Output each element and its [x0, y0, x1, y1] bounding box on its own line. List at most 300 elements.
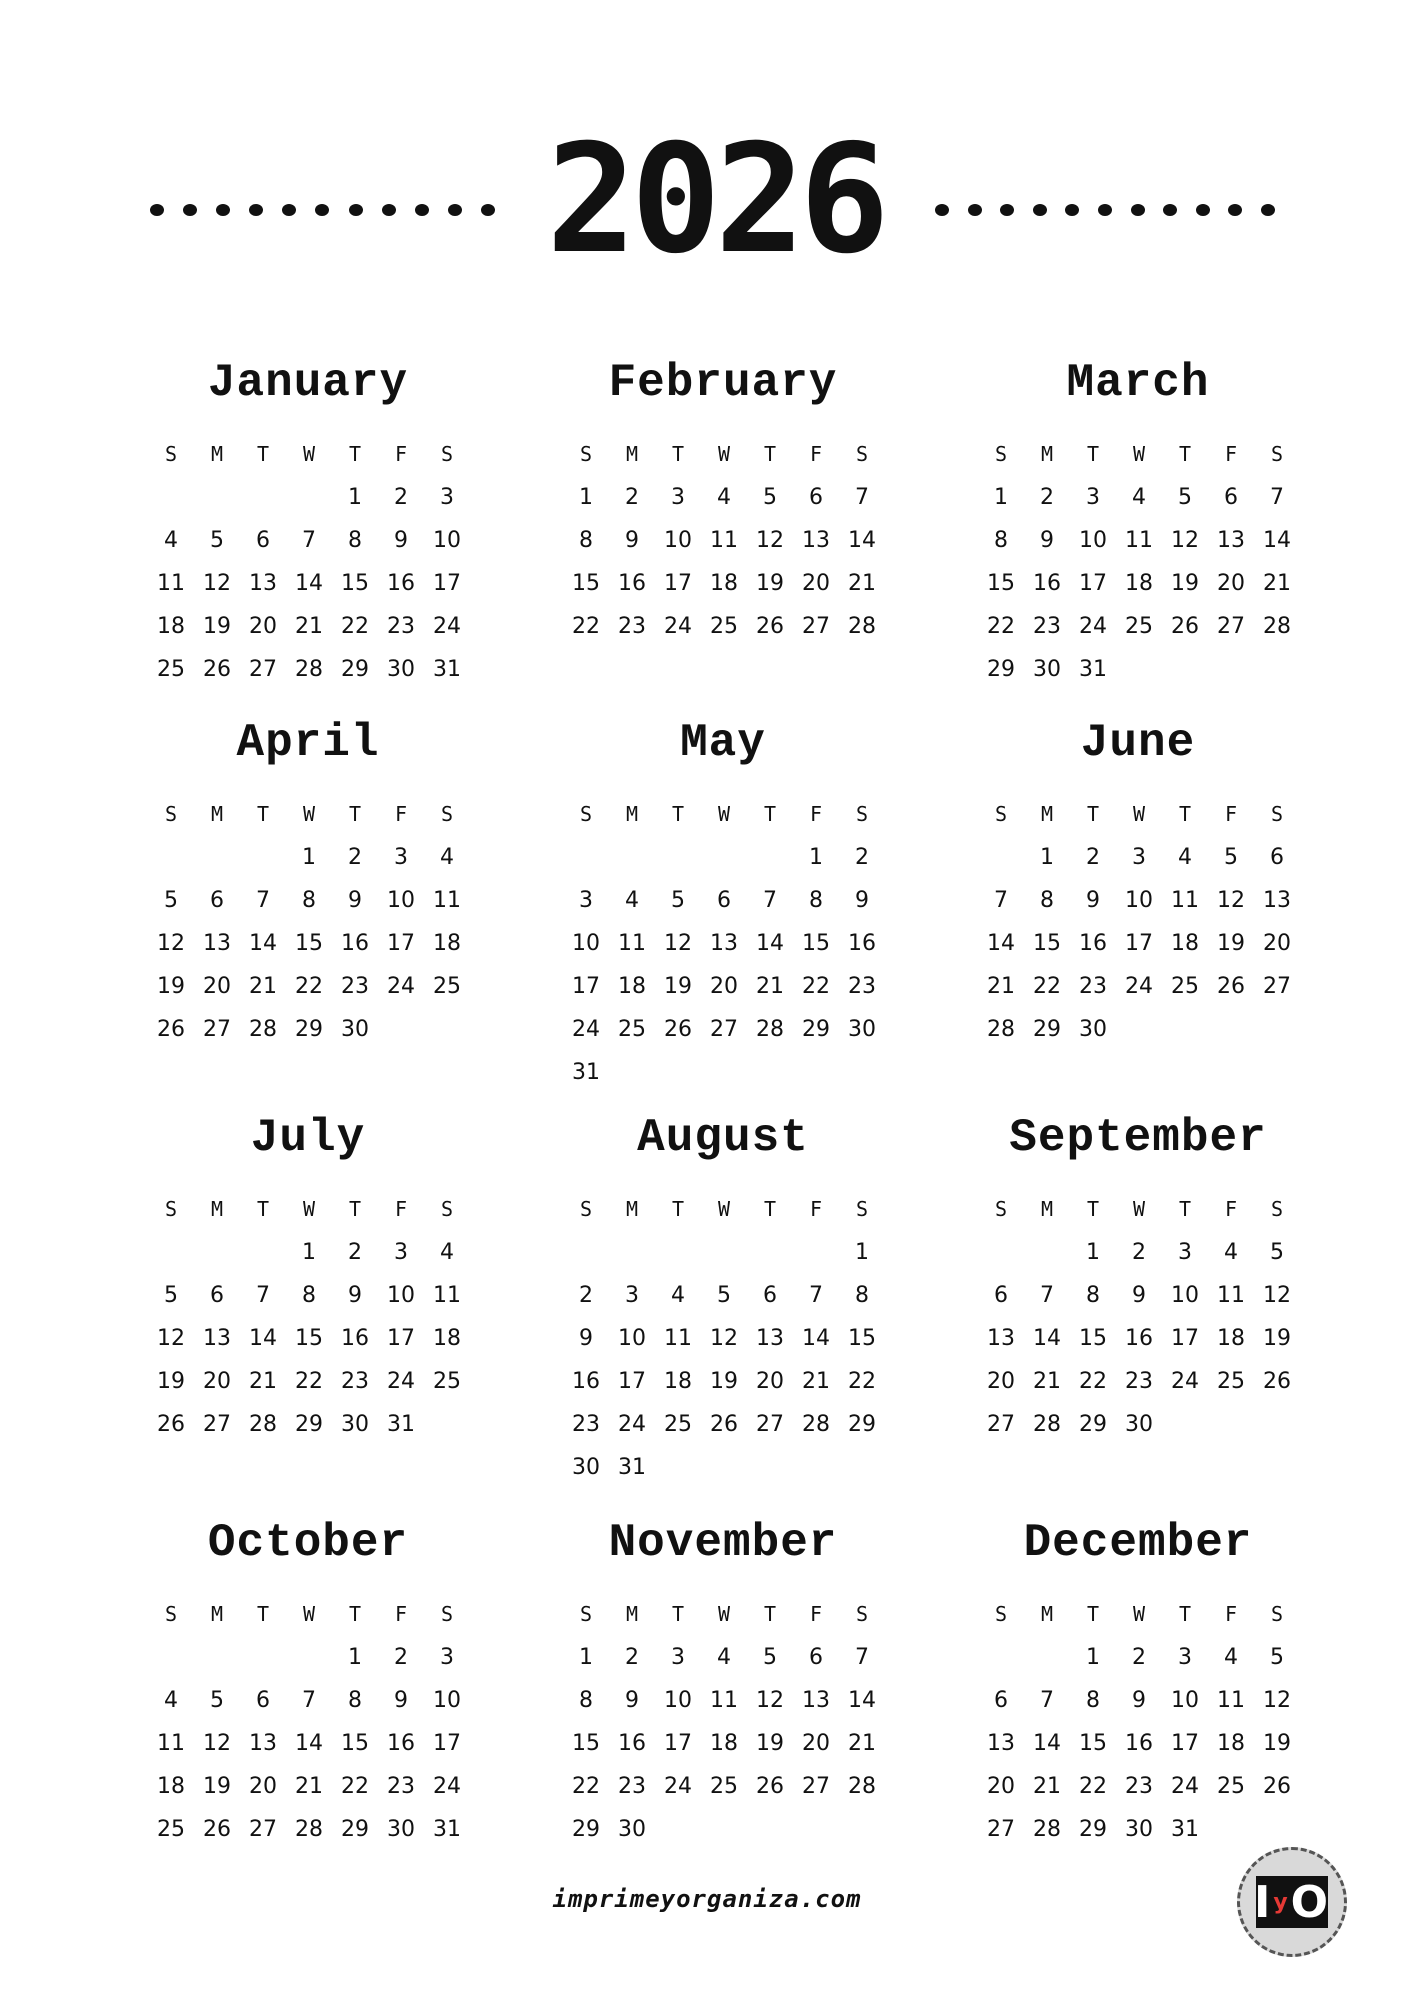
day-cell: 24	[572, 1017, 600, 1042]
day-cell: 28	[848, 1774, 876, 1799]
day-cell: 19	[203, 1774, 231, 1799]
day-cell: 4	[717, 1645, 731, 1670]
day-cell: 16	[387, 571, 415, 596]
day-cell: 18	[1217, 1326, 1245, 1351]
day-cell: 22	[1033, 974, 1061, 999]
day-cell: 4	[440, 1240, 454, 1265]
day-cell: 14	[295, 1731, 323, 1756]
month-title: February	[608, 357, 838, 409]
day-cell: 28	[249, 1412, 277, 1437]
day-cell: 26	[710, 1412, 738, 1437]
day-cell: 11	[1125, 528, 1153, 553]
day-cell: 29	[341, 657, 369, 682]
weekday-header: S	[579, 442, 593, 466]
day-cell: 22	[341, 1774, 369, 1799]
day-cell: 9	[394, 528, 408, 553]
day-cell: 17	[433, 1731, 461, 1756]
day-cell: 3	[671, 485, 685, 510]
weekday-header: S	[164, 1197, 178, 1221]
weekday-header: F	[809, 1197, 823, 1221]
weekday-header: T	[348, 1197, 362, 1221]
month-august	[563, 1110, 883, 1489]
day-cell: 5	[763, 485, 777, 510]
day-cell: 29	[1079, 1412, 1107, 1437]
day-cell: 25	[157, 657, 185, 682]
day-cell: 23	[572, 1412, 600, 1437]
day-cell: 6	[809, 1645, 823, 1670]
day-cell: 12	[1263, 1283, 1291, 1308]
day-grid	[148, 433, 468, 691]
day-cell: 20	[1217, 571, 1245, 596]
day-cell: 16	[387, 1731, 415, 1756]
day-cell: 2	[348, 1240, 362, 1265]
day-cell: 5	[717, 1283, 731, 1308]
dotted-divider-right	[935, 200, 1275, 220]
empty-day-cell	[148, 1636, 194, 1679]
day-cell: 17	[433, 571, 461, 596]
day-cell: 9	[1040, 528, 1054, 553]
day-cell: 16	[572, 1369, 600, 1394]
day-cell: 10	[664, 1688, 692, 1713]
day-cell: 27	[987, 1817, 1015, 1842]
divider-dot	[935, 204, 949, 216]
empty-day-cell	[148, 836, 194, 879]
empty-day-cell	[563, 836, 609, 879]
day-cell: 23	[1079, 974, 1107, 999]
day-cell: 7	[809, 1283, 823, 1308]
day-cell: 17	[1125, 931, 1153, 956]
day-cell: 10	[664, 528, 692, 553]
day-cell: 4	[164, 1688, 178, 1713]
day-cell: 16	[1125, 1326, 1153, 1351]
day-cell: 11	[664, 1326, 692, 1351]
day-cell: 17	[572, 974, 600, 999]
day-cell: 28	[295, 657, 323, 682]
month-february	[563, 355, 883, 648]
month-april	[148, 715, 468, 1051]
day-cell: 10	[433, 1688, 461, 1713]
day-cell: 16	[848, 931, 876, 956]
day-cell: 13	[249, 1731, 277, 1756]
weekday-header: F	[1224, 1197, 1238, 1221]
day-cell: 22	[295, 974, 323, 999]
day-cell: 2	[579, 1283, 593, 1308]
day-cell: 19	[157, 1369, 185, 1394]
day-cell: 18	[664, 1369, 692, 1394]
weekday-header: S	[579, 802, 593, 826]
weekday-header: T	[1086, 442, 1100, 466]
divider-dot	[249, 204, 263, 216]
day-cell: 1	[579, 1645, 593, 1670]
day-cell: 14	[295, 571, 323, 596]
day-cell: 5	[210, 528, 224, 553]
day-cell: 20	[203, 974, 231, 999]
divider-dot	[448, 204, 462, 216]
weekday-header: F	[394, 1197, 408, 1221]
day-grid	[148, 1593, 468, 1851]
month-title: March	[1066, 357, 1210, 409]
divider-dot	[1196, 204, 1210, 216]
day-cell: 4	[1132, 485, 1146, 510]
weekday-header: M	[1040, 442, 1054, 466]
weekday-header: T	[256, 442, 270, 466]
day-cell: 9	[394, 1688, 408, 1713]
day-cell: 20	[756, 1369, 784, 1394]
weekday-header: S	[440, 802, 454, 826]
day-cell: 10	[1125, 888, 1153, 913]
day-cell: 10	[572, 931, 600, 956]
weekday-header: S	[1270, 1602, 1284, 1626]
day-cell: 22	[295, 1369, 323, 1394]
day-cell: 30	[618, 1817, 646, 1842]
day-cell: 12	[756, 528, 784, 553]
day-cell: 30	[387, 657, 415, 682]
weekday-header: F	[394, 442, 408, 466]
day-cell: 21	[1263, 571, 1291, 596]
day-cell: 27	[802, 1774, 830, 1799]
day-cell: 25	[1217, 1369, 1245, 1394]
day-cell: 13	[756, 1326, 784, 1351]
weekday-header: M	[625, 442, 639, 466]
day-cell: 1	[994, 485, 1008, 510]
weekday-header: S	[994, 442, 1008, 466]
day-cell: 3	[1178, 1240, 1192, 1265]
day-cell: 20	[1263, 931, 1291, 956]
day-cell: 14	[1033, 1326, 1061, 1351]
day-cell: 1	[809, 845, 823, 870]
day-cell: 5	[671, 888, 685, 913]
weekday-header: F	[809, 802, 823, 826]
month-title: December	[1023, 1517, 1253, 1569]
weekday-header: M	[210, 442, 224, 466]
day-cell: 3	[440, 485, 454, 510]
day-cell: 26	[203, 657, 231, 682]
day-cell: 9	[1086, 888, 1100, 913]
logo-letter-o: O	[1290, 1876, 1331, 1928]
day-cell: 29	[987, 657, 1015, 682]
day-cell: 1	[855, 1240, 869, 1265]
day-cell: 6	[994, 1688, 1008, 1713]
weekday-header: T	[1178, 442, 1192, 466]
day-cell: 7	[1040, 1283, 1054, 1308]
month-title: October	[207, 1517, 409, 1569]
day-cell: 24	[664, 614, 692, 639]
month-title: July	[250, 1112, 366, 1164]
day-cell: 14	[802, 1326, 830, 1351]
weekday-header: S	[164, 1602, 178, 1626]
weekday-header: M	[625, 802, 639, 826]
weekday-header: T	[348, 802, 362, 826]
day-grid	[978, 1593, 1298, 1851]
divider-dot	[1098, 204, 1112, 216]
day-cell: 9	[579, 1326, 593, 1351]
empty-day-cell	[240, 1636, 286, 1679]
day-cell: 23	[618, 1774, 646, 1799]
weekday-header: T	[671, 1197, 685, 1221]
day-cell: 8	[302, 1283, 316, 1308]
weekday-header: S	[855, 1197, 869, 1221]
day-cell: 8	[579, 528, 593, 553]
day-cell: 28	[848, 614, 876, 639]
day-cell: 16	[1033, 571, 1061, 596]
day-cell: 17	[1171, 1326, 1199, 1351]
day-cell: 15	[295, 1326, 323, 1351]
day-cell: 4	[1224, 1645, 1238, 1670]
day-cell: 15	[1079, 1326, 1107, 1351]
day-cell: 8	[855, 1283, 869, 1308]
divider-dot	[282, 204, 296, 216]
day-cell: 2	[625, 485, 639, 510]
day-grid	[563, 1188, 883, 1489]
day-cell: 12	[1171, 528, 1199, 553]
day-cell: 1	[348, 485, 362, 510]
day-cell: 10	[1171, 1688, 1199, 1713]
empty-day-cell	[793, 1231, 839, 1274]
day-cell: 28	[1263, 614, 1291, 639]
day-cell: 12	[157, 931, 185, 956]
divider-dot	[349, 204, 363, 216]
day-cell: 28	[756, 1017, 784, 1042]
empty-day-cell	[286, 1636, 332, 1679]
weekday-header: T	[1086, 1197, 1100, 1221]
day-cell: 17	[387, 1326, 415, 1351]
empty-day-cell	[240, 1231, 286, 1274]
day-cell: 30	[341, 1412, 369, 1437]
brand-logo	[1237, 1847, 1347, 1957]
month-may	[563, 715, 883, 1094]
day-cell: 15	[987, 571, 1015, 596]
day-cell: 22	[848, 1369, 876, 1394]
day-cell: 24	[618, 1412, 646, 1437]
empty-day-cell	[655, 1231, 701, 1274]
weekday-header: T	[763, 1197, 777, 1221]
day-cell: 24	[387, 974, 415, 999]
day-cell: 20	[249, 614, 277, 639]
day-cell: 11	[157, 1731, 185, 1756]
weekday-header: S	[1270, 1197, 1284, 1221]
month-title: November	[608, 1517, 838, 1569]
day-cell: 14	[848, 528, 876, 553]
day-cell: 25	[618, 1017, 646, 1042]
day-cell: 6	[763, 1283, 777, 1308]
day-cell: 2	[1040, 485, 1054, 510]
day-cell: 21	[848, 1731, 876, 1756]
day-cell: 17	[618, 1369, 646, 1394]
day-cell: 12	[203, 571, 231, 596]
logo-letter-i: I	[1253, 1876, 1273, 1928]
day-cell: 6	[717, 888, 731, 913]
divider-dot	[415, 204, 429, 216]
day-cell: 15	[572, 1731, 600, 1756]
day-cell: 6	[256, 1688, 270, 1713]
day-cell: 9	[348, 1283, 362, 1308]
weekday-header: M	[1040, 802, 1054, 826]
day-cell: 15	[341, 1731, 369, 1756]
day-cell: 21	[802, 1369, 830, 1394]
month-title: May	[680, 717, 766, 769]
day-cell: 26	[1263, 1774, 1291, 1799]
day-cell: 16	[1079, 931, 1107, 956]
day-cell: 16	[341, 931, 369, 956]
weekday-header: S	[855, 802, 869, 826]
day-cell: 25	[710, 614, 738, 639]
day-grid	[563, 1593, 883, 1851]
empty-day-cell	[148, 476, 194, 519]
day-cell: 11	[710, 1688, 738, 1713]
day-cell: 26	[157, 1017, 185, 1042]
day-cell: 23	[387, 614, 415, 639]
day-cell: 24	[387, 1369, 415, 1394]
empty-day-cell	[148, 1231, 194, 1274]
day-cell: 23	[1125, 1369, 1153, 1394]
day-cell: 2	[348, 845, 362, 870]
day-cell: 11	[1217, 1283, 1245, 1308]
divider-dot	[1131, 204, 1145, 216]
day-cell: 18	[710, 571, 738, 596]
day-cell: 23	[387, 1774, 415, 1799]
weekday-header: W	[302, 1602, 316, 1626]
day-cell: 6	[210, 1283, 224, 1308]
day-cell: 7	[256, 1283, 270, 1308]
day-cell: 23	[341, 974, 369, 999]
day-cell: 18	[618, 974, 646, 999]
day-cell: 21	[987, 974, 1015, 999]
day-cell: 5	[1270, 1645, 1284, 1670]
day-cell: 28	[1033, 1817, 1061, 1842]
day-cell: 24	[1125, 974, 1153, 999]
day-cell: 13	[802, 528, 830, 553]
day-cell: 5	[1224, 845, 1238, 870]
day-cell: 26	[664, 1017, 692, 1042]
day-cell: 9	[855, 888, 869, 913]
weekday-header: M	[1040, 1602, 1054, 1626]
day-cell: 9	[625, 528, 639, 553]
day-cell: 31	[433, 657, 461, 682]
month-march	[978, 355, 1298, 691]
divider-dot	[382, 204, 396, 216]
weekday-header: S	[579, 1602, 593, 1626]
day-cell: 3	[579, 888, 593, 913]
weekday-header: W	[717, 1197, 731, 1221]
weekday-header: S	[440, 442, 454, 466]
day-cell: 8	[348, 1688, 362, 1713]
day-cell: 28	[249, 1017, 277, 1042]
weekday-header: S	[855, 442, 869, 466]
day-cell: 5	[1178, 485, 1192, 510]
day-cell: 3	[394, 1240, 408, 1265]
day-cell: 25	[433, 1369, 461, 1394]
month-december	[978, 1515, 1298, 1851]
day-cell: 9	[1132, 1688, 1146, 1713]
day-cell: 9	[348, 888, 362, 913]
day-cell: 27	[802, 614, 830, 639]
divider-dot	[1000, 204, 1014, 216]
month-title: April	[236, 717, 380, 769]
day-cell: 16	[618, 1731, 646, 1756]
day-cell: 29	[341, 1817, 369, 1842]
day-cell: 21	[848, 571, 876, 596]
divider-dot	[968, 204, 982, 216]
weekday-header: T	[1178, 802, 1192, 826]
month-november	[563, 1515, 883, 1851]
day-cell: 1	[579, 485, 593, 510]
day-grid	[978, 1188, 1298, 1446]
day-cell: 13	[203, 1326, 231, 1351]
day-cell: 24	[1079, 614, 1107, 639]
day-cell: 30	[1125, 1817, 1153, 1842]
day-cell: 4	[440, 845, 454, 870]
day-cell: 2	[1086, 845, 1100, 870]
empty-day-cell	[563, 1231, 609, 1274]
day-cell: 19	[1263, 1326, 1291, 1351]
divider-dot	[315, 204, 329, 216]
month-june	[978, 715, 1298, 1051]
weekday-header: W	[1132, 802, 1146, 826]
day-cell: 11	[1217, 1688, 1245, 1713]
day-cell: 8	[579, 1688, 593, 1713]
year-title: 2026	[546, 113, 884, 287]
day-cell: 22	[1079, 1774, 1107, 1799]
day-cell: 22	[802, 974, 830, 999]
day-cell: 27	[203, 1017, 231, 1042]
day-cell: 14	[756, 931, 784, 956]
day-cell: 1	[302, 1240, 316, 1265]
day-cell: 14	[249, 1326, 277, 1351]
day-cell: 28	[1033, 1412, 1061, 1437]
weekday-header: F	[394, 802, 408, 826]
weekday-header: S	[855, 1602, 869, 1626]
weekday-header: W	[302, 442, 316, 466]
weekday-header: S	[1270, 442, 1284, 466]
day-cell: 20	[987, 1774, 1015, 1799]
day-cell: 20	[710, 974, 738, 999]
weekday-header: T	[1178, 1602, 1192, 1626]
day-cell: 12	[203, 1731, 231, 1756]
day-cell: 15	[1079, 1731, 1107, 1756]
day-cell: 8	[1040, 888, 1054, 913]
day-cell: 18	[1125, 571, 1153, 596]
weekday-header: T	[763, 1602, 777, 1626]
weekday-header: S	[1270, 802, 1284, 826]
dotted-divider-left	[150, 200, 495, 220]
month-title: January	[207, 357, 409, 409]
day-cell: 5	[210, 1688, 224, 1713]
day-cell: 6	[256, 528, 270, 553]
day-cell: 31	[1079, 657, 1107, 682]
weekday-header: F	[1224, 442, 1238, 466]
day-cell: 12	[710, 1326, 738, 1351]
day-cell: 27	[756, 1412, 784, 1437]
empty-day-cell	[194, 1636, 240, 1679]
day-cell: 21	[295, 1774, 323, 1799]
day-cell: 8	[302, 888, 316, 913]
day-cell: 18	[1217, 1731, 1245, 1756]
day-cell: 10	[618, 1326, 646, 1351]
day-cell: 31	[433, 1817, 461, 1842]
day-cell: 30	[1125, 1412, 1153, 1437]
day-cell: 16	[1125, 1731, 1153, 1756]
day-cell: 18	[433, 931, 461, 956]
empty-day-cell	[747, 1231, 793, 1274]
empty-day-cell	[978, 1231, 1024, 1274]
day-cell: 13	[1263, 888, 1291, 913]
day-cell: 19	[756, 1731, 784, 1756]
weekday-header: T	[1178, 1197, 1192, 1221]
day-cell: 12	[756, 1688, 784, 1713]
day-cell: 22	[572, 1774, 600, 1799]
day-cell: 5	[164, 1283, 178, 1308]
month-september	[978, 1110, 1298, 1446]
